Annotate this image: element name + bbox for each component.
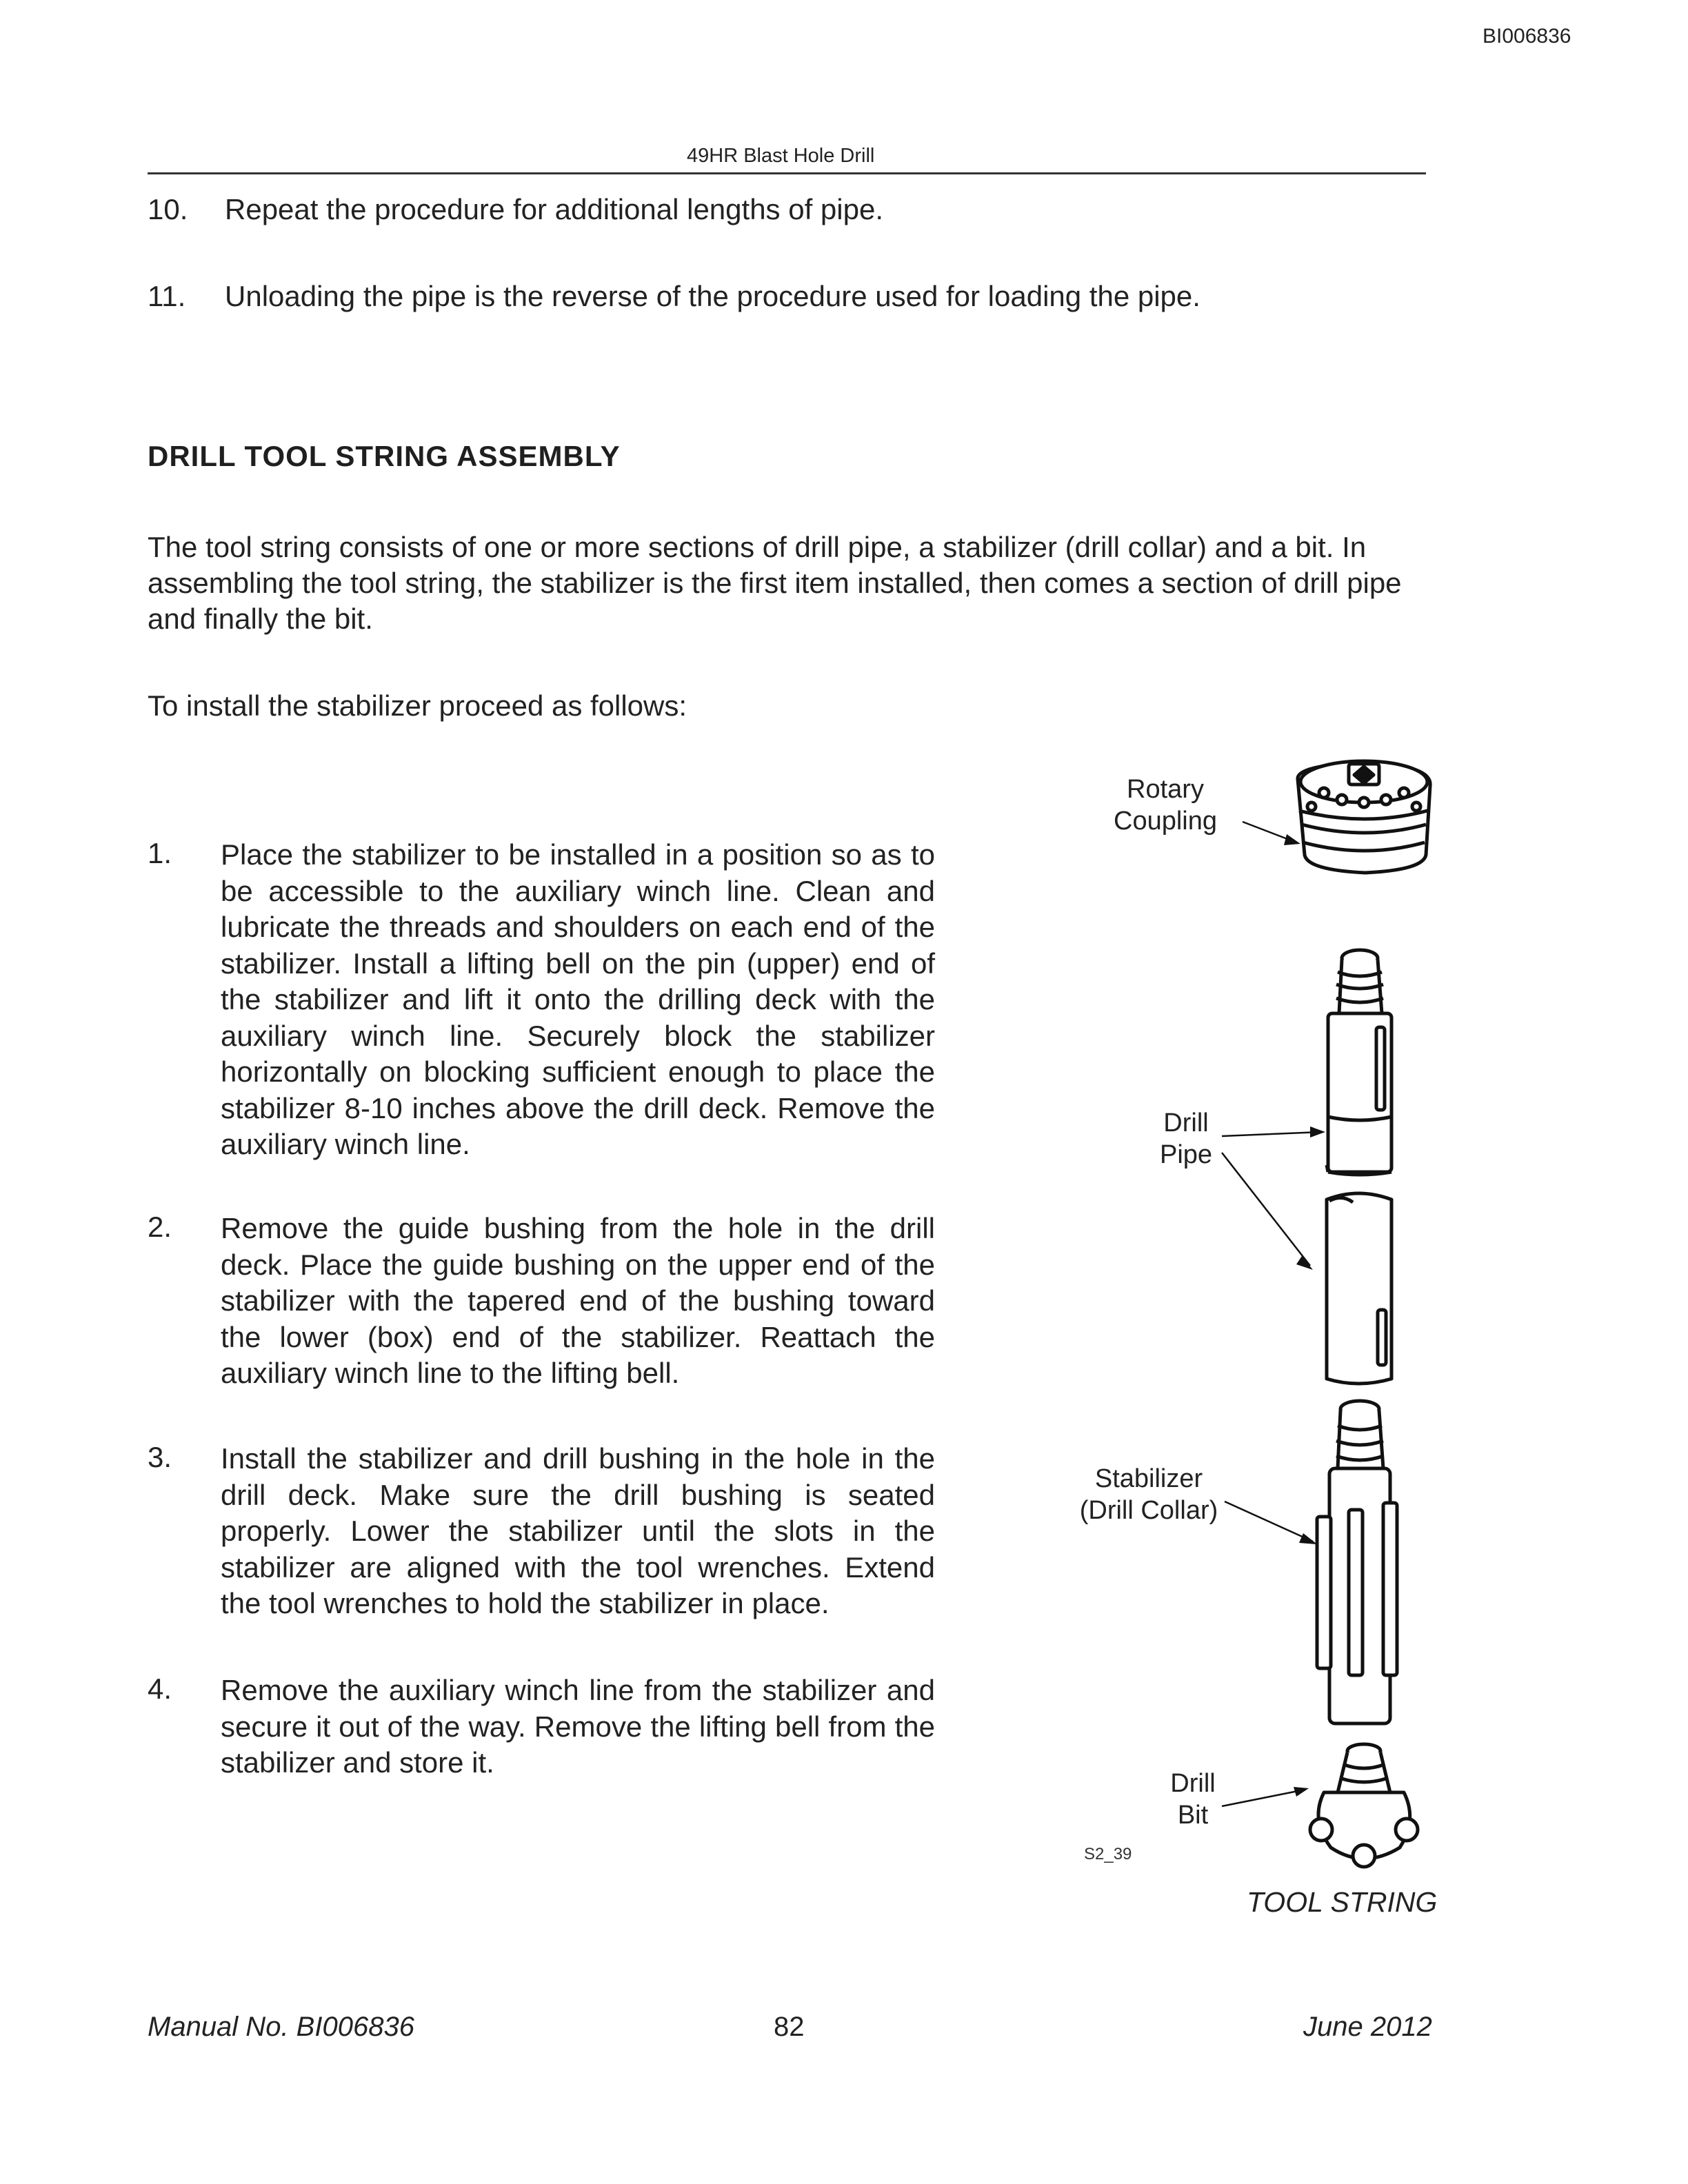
label-line: Pipe: [1159, 1140, 1213, 1169]
intro-line: The tool string consists of one or more sections of drill pipe, a stabilizer (drill collar) and a bit. In: [148, 531, 1367, 563]
intro-line: and finally the bit.: [148, 603, 373, 635]
step-number: 4.: [148, 1672, 172, 1705]
step-text: Remove the auxiliary winch line from the stabilizer and secure it out of the way. Remove the lifting bell from the stabilizer and store it.: [221, 1674, 935, 1779]
figure-code: S2_39: [1084, 1845, 1132, 1863]
header-rule: [148, 172, 1426, 174]
leader-lines: [1222, 822, 1321, 1806]
step-text: Place the stabilizer to be installed in a position so as to be accessible to the auxiliary winch line. Clean and lubricate the threads and shoulders on each end of the stabilizer. Install a lifting bell on the pin (upper) end of the stabilizer and lift it onto the drilling deck with the auxiliary winch line. Securely block the stabilizer horizontally on blocking sufficient enough to place the stabilizer 8-10 inches above the drill deck. Remove the auxiliary winch line.: [221, 838, 935, 1160]
step-text: Remove the guide bushing from the hole in the drill deck. Place the guide bushing on the upper end of the stabilizer with the tapered end of the bushing toward the lower (box) end of the stabilizer. Reattach the auxiliary winch line to the lifting bell.: [221, 1212, 935, 1389]
step-number: 10.: [148, 193, 188, 225]
step-number: 1.: [148, 837, 172, 869]
document-id: BI006836: [1483, 25, 1571, 48]
intro-paragraph: [148, 529, 1426, 637]
stabilizer-drawing: [1317, 1401, 1397, 1723]
footer-date: June 2012: [1303, 2012, 1432, 2042]
label-line: Drill: [1163, 1109, 1209, 1138]
intro-line: assembling the tool string, the stabilizer is the first item installed, then comes a section of drill pipe: [148, 567, 1402, 599]
label-line: Coupling: [1114, 807, 1217, 836]
step-number: 2.: [148, 1211, 172, 1243]
section-heading: DRILL TOOL STRING ASSEMBLY: [148, 440, 621, 472]
label-line: Bit: [1177, 1801, 1209, 1830]
step-number: 11.: [148, 280, 186, 312]
drill-bit-drawing: [1310, 1744, 1418, 1867]
step-text: Install the stabilizer and drill bushing in the hole in the drill deck. Make sure the drill bushing is seated properly. Lower the stabilizer until the slots in the stabilizer are aligned with the tool wrenches. Extend the tool wrenches to hold the stabilizer in place.: [221, 1442, 935, 1619]
label-line: Rotary: [1127, 775, 1204, 804]
page-number: 82: [774, 2012, 805, 2042]
running-title: 49HR Blast Hole Drill: [687, 145, 875, 167]
tool-string-illustration: [1048, 745, 1489, 1875]
step-number: 3.: [148, 1441, 172, 1473]
label-line: Drill: [1170, 1769, 1216, 1798]
drill-pipe-upper-drawing: [1327, 950, 1391, 1175]
step-text: Repeat the procedure for additional lengths of pipe.: [225, 193, 883, 225]
figure-caption: TOOL STRING: [1247, 1886, 1438, 1918]
step-text: Unloading the pipe is the reverse of the procedure used for loading the pipe.: [225, 280, 1200, 312]
lead-in: To install the stabilizer proceed as follows:: [148, 689, 687, 722]
label-line: (Drill Collar): [1079, 1496, 1218, 1525]
footer-manual-number: Manual No. BI006836: [148, 2012, 414, 2042]
rotary-coupling-drawing: [1298, 761, 1430, 873]
label-line: Stabilizer: [1094, 1464, 1203, 1493]
drill-pipe-lower-drawing: [1327, 1193, 1391, 1384]
